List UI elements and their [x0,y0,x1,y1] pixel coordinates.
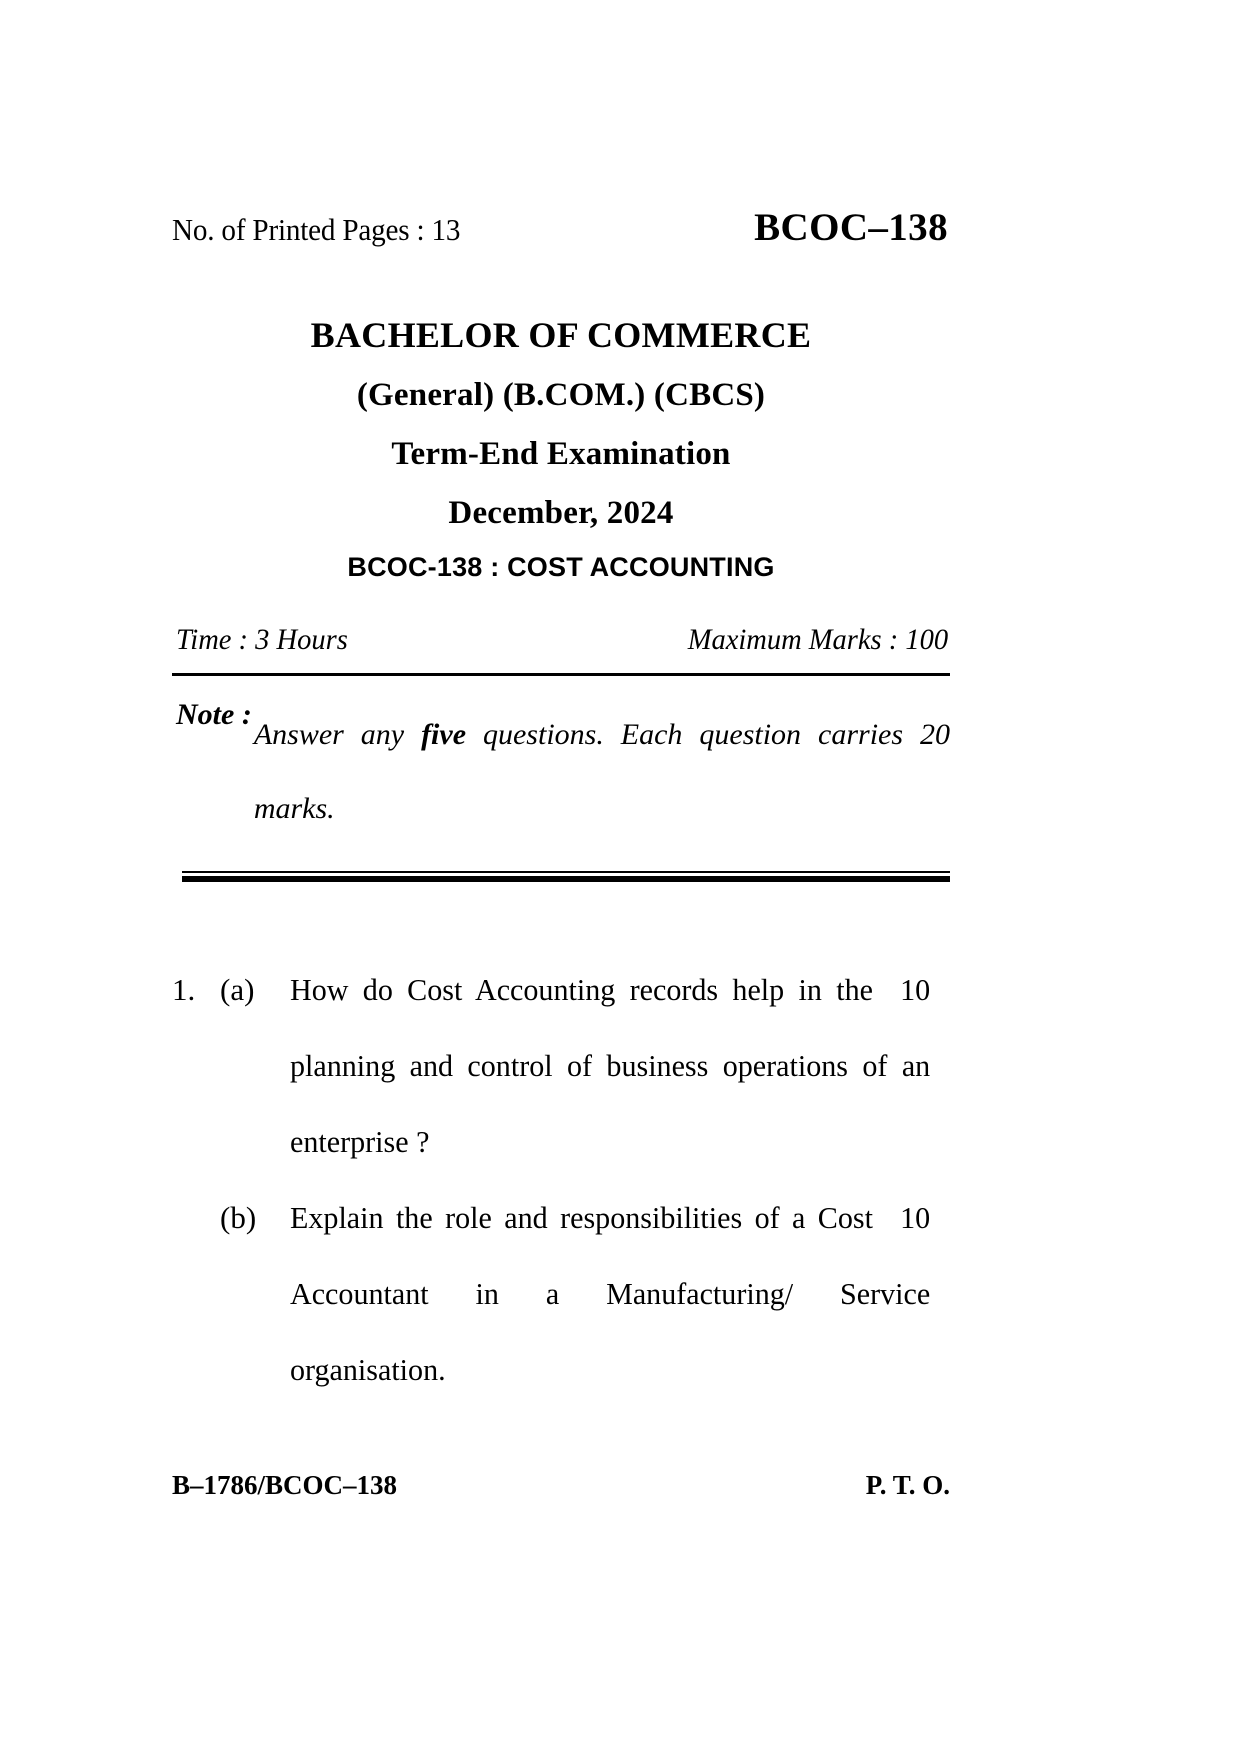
exam-max-marks: Maximum Marks : 100 [687,623,948,656]
questions-list [172,952,950,1408]
note-text [254,698,950,845]
page-footer [172,1470,950,1501]
question-1 [172,952,950,1408]
question-part-text [290,952,930,1180]
footer-pto-label: P. T. O. [865,1470,950,1500]
printed-pages-label: No. of Printed Pages : 13 [172,212,461,247]
exam-meta-row [172,623,950,657]
question-1-part-b [172,1180,950,1408]
note-label: Note : [176,698,252,731]
note-emphasis: five [421,718,467,751]
question-part-label: (b) [220,1199,257,1235]
question-1-part-a [172,952,950,1180]
question-part-text [290,1180,930,1408]
question-part-label: (a) [220,972,255,1007]
question-part-marks: 10 [900,972,931,1007]
page-header-row [172,205,950,263]
subject-title: BCOC-138 : COST ACCOUNTING [347,552,775,582]
examination-session: December, 2024 [448,495,674,531]
page-content [172,205,950,1418]
header-divider [172,673,950,676]
programme-title: BACHELOR OF COMMERCE [310,315,812,355]
note-text-before: Answer any [253,718,422,751]
section-divider [182,871,950,882]
footer-paper-code: B–1786/BCOC–138 [172,1470,398,1500]
question-part-body: Explain the role and responsibilities of a Cost Accountant in a Manufacturing/ Service organisation. [290,1199,931,1387]
exam-duration: Time : 3 Hours [176,623,348,656]
question-part-marks: 10 [900,1199,931,1235]
note-text-after: questions. Each question carries 20 marks. [253,718,950,825]
examination-type: Term-End Examination [391,436,731,472]
title-block [172,317,950,583]
note-block [172,698,950,845]
course-code-heading: BCOC–138 [754,206,948,249]
question-number: 1. [172,972,196,1007]
programme-stream: (General) (B.COM.) (CBCS) [356,377,766,413]
question-part-body: How do Cost Accounting records help in the planning and control of business operations of an enterprise ? [290,972,931,1159]
